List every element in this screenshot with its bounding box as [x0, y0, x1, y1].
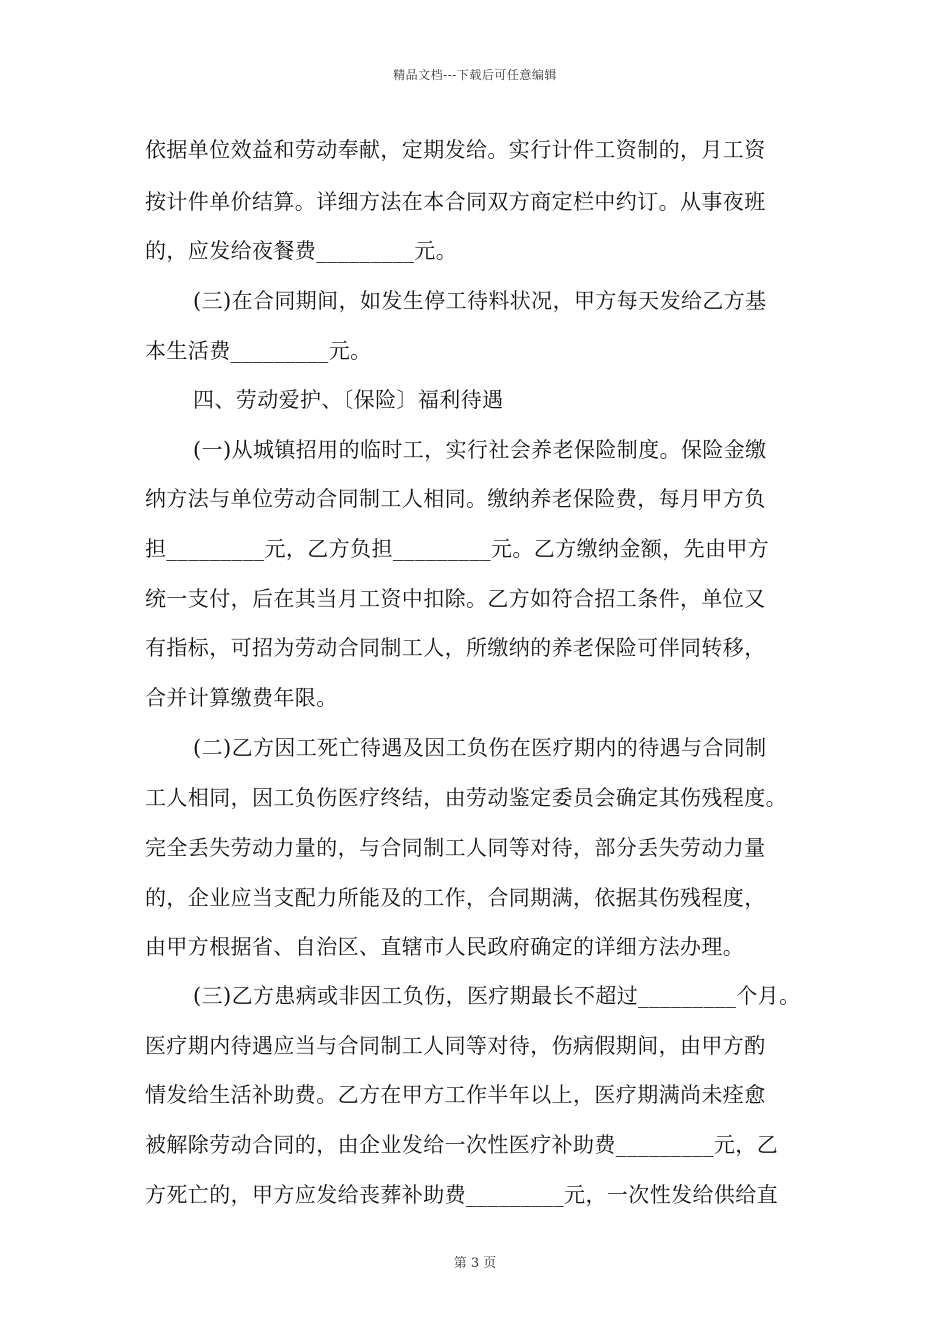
- text-line: 的，应发给夜餐费_________元。: [145, 239, 458, 263]
- text-line: 四、劳动爱护、〔保险〕福利待遇: [193, 388, 504, 412]
- text-line: (一)从城镇招用的临时工，实行社会养老保险制度。保险金缴: [193, 438, 767, 462]
- text-line: 工人相同，因工负伤医疗终结，由劳动鉴定委员会确定其伤残程度。: [145, 786, 787, 810]
- text-line: 纳方法与单位劳动合同制工人相同。缴纳养老保险费，每月甲方负: [145, 487, 766, 511]
- text-line: (二)乙方因工死亡待遇及因工负伤在医疗期内的待遇与合同制: [193, 736, 767, 760]
- text-line: 按计件单价结算。详细方法在本合同双方商定栏中约订。从事夜班: [145, 190, 766, 214]
- text-line: 医疗期内待遇应当与合同制工人同等对待，伤病假期间，由甲方酌: [145, 1034, 766, 1058]
- text-line: 由甲方根据省、自治区、直辖市人民政府确定的详细方法办理。: [145, 935, 745, 959]
- text-line: 的，企业应当支配力所能及的工作，合同期满，依据其伤残程度，: [145, 886, 766, 910]
- text-line: 完全丢失劳动力量的，与合同制工人同等对待，部分丢失劳动力量: [145, 836, 766, 860]
- text-line: 担_________元，乙方负担_________元。乙方缴纳金额，先由甲方: [145, 537, 770, 561]
- text-line: 统一支付，后在其当月工资中扣除。乙方如符合招工条件，单位又: [145, 587, 766, 611]
- text-line: 合并计算缴费年限。: [145, 686, 338, 710]
- page-number: 第 3 页: [453, 1256, 497, 1271]
- text-line: 被解除劳动合同的，由企业发给一次性医疗补助费_________元，乙: [145, 1133, 779, 1157]
- text-line: (三)在合同期间，如发生停工待料状况，甲方每天发给乙方基: [193, 289, 767, 313]
- text-line: 依据单位效益和劳动奉献，定期发给。实行计件工资制的，月工资: [145, 138, 766, 162]
- text-line: (三)乙方患病或非因工负伤，医疗期最长不超过_________个月。: [193, 984, 801, 1008]
- text-line: 本生活费_________元。: [145, 339, 372, 363]
- page-header: 精品文档---下载后可任意编辑: [393, 68, 557, 82]
- text-line: 情发给生活补助费。乙方在甲方工作半年以上，医疗期满尚未痊愈: [145, 1083, 766, 1107]
- text-line: 有指标，可招为劳动合同制工人，所缴纳的养老保险可伴同转移，: [145, 636, 766, 660]
- text-line: 方死亡的，甲方应发给丧葬补助费_________元，一次性发给供给直: [145, 1183, 779, 1207]
